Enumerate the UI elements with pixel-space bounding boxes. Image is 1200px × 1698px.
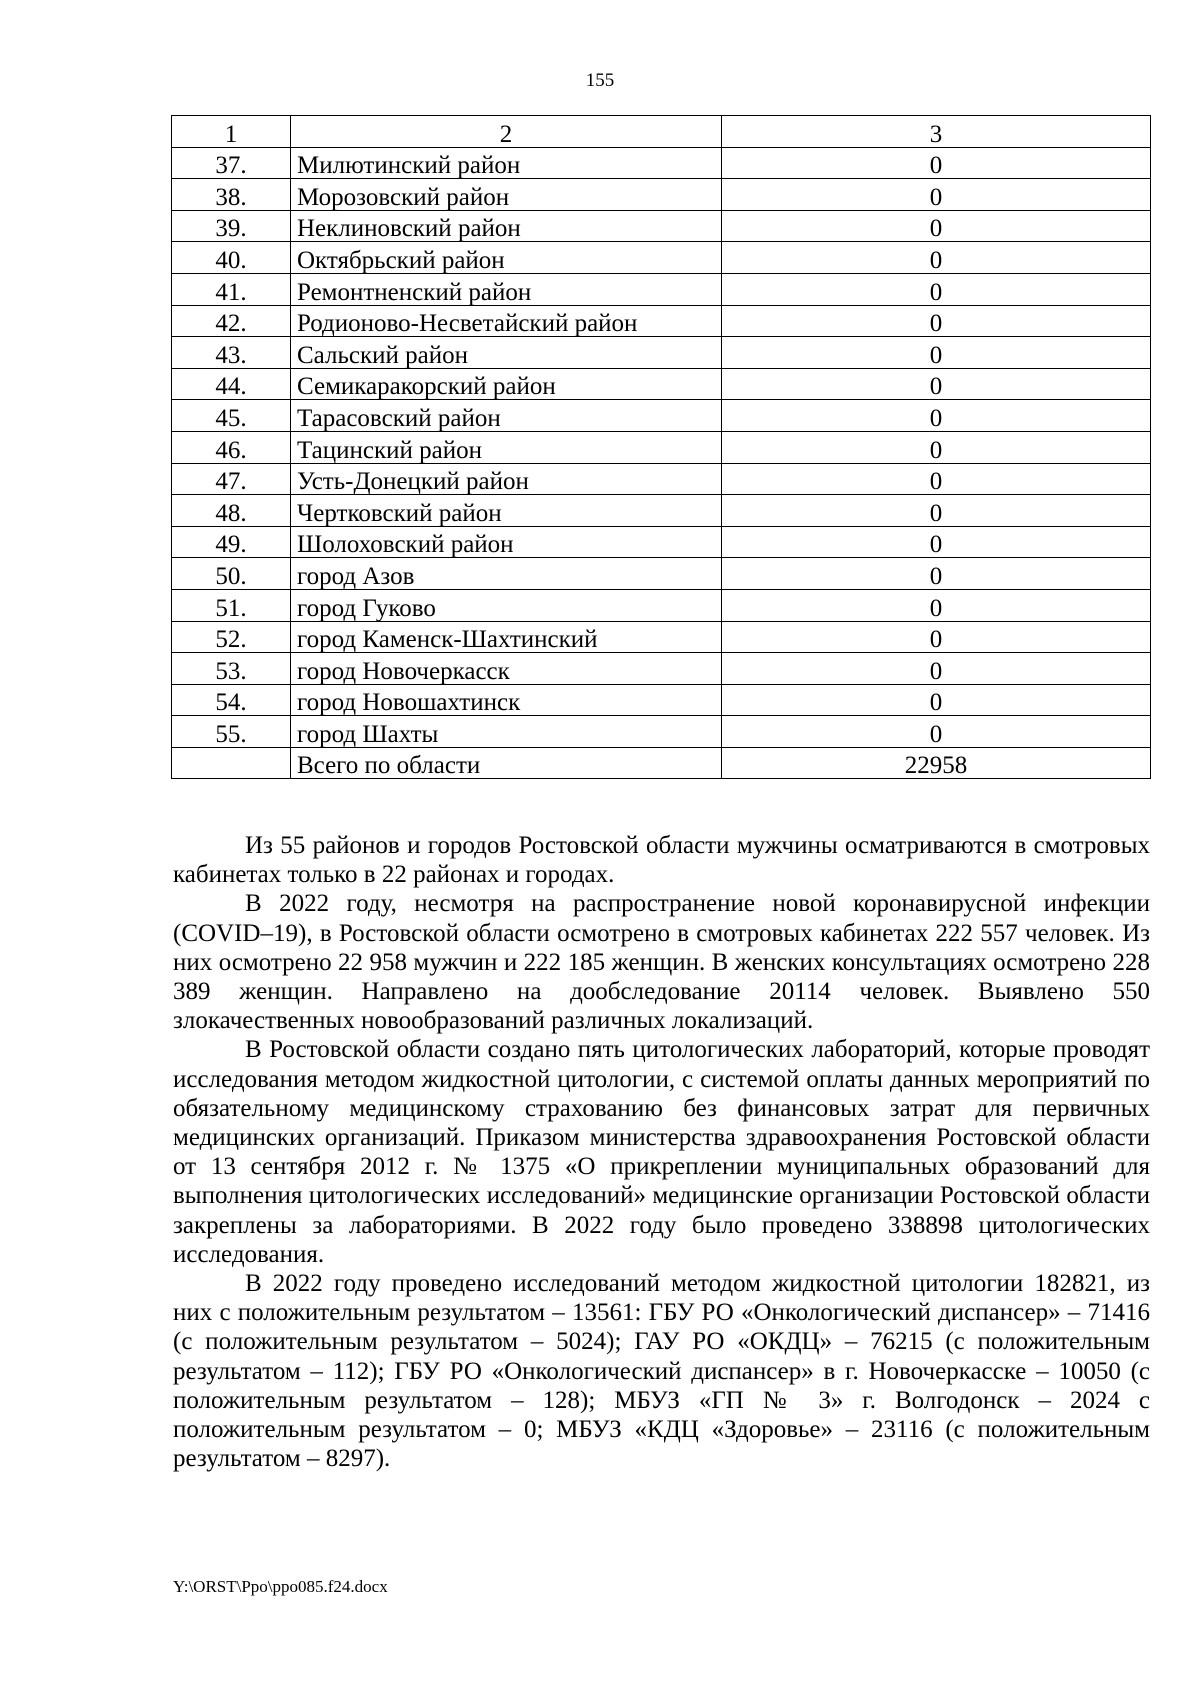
row-number-cell: 38. (172, 179, 291, 211)
row-value-cell: 0 (722, 337, 1151, 369)
row-number-cell: 55. (172, 716, 291, 748)
paragraph: В Ростовской области создано пять цитологических лабораторий, которые проводят исследования методом жидкостной цитологии, с системой оплаты данных мероприятий по обязательному медицинскому страхованию без финансовых затрат для первичных медицинских организаций. Приказом министерства здравоохранения Ростовской области от 13 сентября 2012 г. № 1375 «О прикреплении муниципальных образований для выполнения цитологических исследований» медицинские организации Ростовской области закреплены за лабораториями. В 2022 году было проведено 338898 цитологических исследования. (173, 1036, 1150, 1268)
table-total-row (172, 747, 1151, 779)
body-text (173, 831, 1150, 1473)
row-value-cell: 0 (722, 242, 1151, 274)
row-value-cell: 0 (722, 558, 1151, 590)
row-value-cell: 0 (722, 179, 1151, 211)
row-value-cell: 0 (722, 368, 1151, 400)
table-row (172, 684, 1151, 716)
table-row (172, 463, 1151, 495)
header-cell-3: 3 (722, 116, 1151, 148)
header-cell-1: 1 (172, 116, 291, 148)
table-row (172, 526, 1151, 558)
row-value-cell: 0 (722, 589, 1151, 621)
row-number-cell: 43. (172, 337, 291, 369)
row-name-cell: город Шахты (291, 716, 722, 748)
table-row (172, 210, 1151, 242)
row-name-cell: Родионово-Несветайский район (291, 305, 722, 337)
row-value-cell: 0 (722, 653, 1151, 685)
row-name-cell: город Гуково (291, 589, 722, 621)
table-row (172, 337, 1151, 369)
row-value-cell: 0 (722, 210, 1151, 242)
row-value-cell: 0 (722, 463, 1151, 495)
row-name-cell: Чертковский район (291, 495, 722, 527)
row-name-cell: Усть-Донецкий район (291, 463, 722, 495)
table-row (172, 621, 1151, 653)
row-value-cell: 0 (722, 147, 1151, 179)
table-row (172, 400, 1151, 432)
row-value-cell: 0 (722, 273, 1151, 305)
page-number: 155 (585, 70, 615, 91)
paragraph: В 2022 году, несмотря на распространение новой коронавирусной инфекции (COVID–19), в Ростовской области осмотрено в смотровых кабинетах 222 557 человек. Из них осмотрено 22 958 мужчин и 222 185 женщин. В женских консультациях осмотрено 228 389 женщин. Направлено на дообследование 20114 человек. Выявлено 550 злокачественных новообразований различных локализаций. (173, 890, 1150, 1035)
row-name-cell: Тарасовский район (291, 400, 722, 432)
row-number-cell: 52. (172, 621, 291, 653)
table-row (172, 273, 1151, 305)
table-row (172, 368, 1151, 400)
table-row (172, 589, 1151, 621)
row-number-cell: 40. (172, 242, 291, 274)
table-header-row (172, 116, 1151, 148)
row-value-cell: 22958 (722, 747, 1151, 779)
row-name-cell: Милютинский район (291, 147, 722, 179)
row-name-cell: Семикаракорский район (291, 368, 722, 400)
row-name-cell: город Новочеркасск (291, 653, 722, 685)
row-name-cell: город Азов (291, 558, 722, 590)
table-row (172, 147, 1151, 179)
row-name-cell: Шолоховский район (291, 526, 722, 558)
row-number-cell: 37. (172, 147, 291, 179)
row-number-cell (172, 747, 291, 779)
table-row (172, 716, 1151, 748)
row-name-cell: Всего по области (291, 747, 722, 779)
table-row (172, 495, 1151, 527)
row-number-cell: 54. (172, 684, 291, 716)
row-value-cell: 0 (722, 526, 1151, 558)
table-row (172, 242, 1151, 274)
table-row (172, 179, 1151, 211)
row-number-cell: 50. (172, 558, 291, 590)
table-row (172, 305, 1151, 337)
row-number-cell: 44. (172, 368, 291, 400)
row-number-cell: 42. (172, 305, 291, 337)
row-value-cell: 0 (722, 621, 1151, 653)
row-name-cell: Сальский район (291, 337, 722, 369)
paragraph: Из 55 районов и городов Ростовской области мужчины осматриваются в смотровых кабинетах только в 22 районах и городах. (173, 832, 1150, 889)
row-name-cell: Неклиновский район (291, 210, 722, 242)
row-number-cell: 48. (172, 495, 291, 527)
row-number-cell: 45. (172, 400, 291, 432)
row-name-cell: Тацинский район (291, 431, 722, 463)
row-value-cell: 0 (722, 400, 1151, 432)
row-name-cell: город Новошахтинск (291, 684, 722, 716)
row-number-cell: 53. (172, 653, 291, 685)
row-value-cell: 0 (722, 495, 1151, 527)
row-name-cell: город Каменск-Шахтинский (291, 621, 722, 653)
row-number-cell: 47. (172, 463, 291, 495)
row-name-cell: Морозовский район (291, 179, 722, 211)
row-value-cell: 0 (722, 716, 1151, 748)
table-row (172, 558, 1151, 590)
row-value-cell: 0 (722, 431, 1151, 463)
row-number-cell: 51. (172, 589, 291, 621)
row-number-cell: 46. (172, 431, 291, 463)
table-row (172, 653, 1151, 685)
row-name-cell: Ремонтненский район (291, 273, 722, 305)
row-number-cell: 49. (172, 526, 291, 558)
districts-table (171, 115, 1151, 779)
footer-file-path: Y:\ORST\Ppo\ppo085.f24.docx (173, 1577, 388, 1596)
table-row (172, 431, 1151, 463)
row-number-cell: 39. (172, 210, 291, 242)
row-number-cell: 41. (172, 273, 291, 305)
row-value-cell: 0 (722, 684, 1151, 716)
row-value-cell: 0 (722, 305, 1151, 337)
header-cell-2: 2 (291, 116, 722, 148)
row-name-cell: Октябрьский район (291, 242, 722, 274)
paragraph: В 2022 году проведено исследований методом жидкостной цитологии 182821, из них с положительным результатом – 13561: ГБУ РО «Онкологический диспансер» – 71416 (с положительным результатом – 5024); ГАУ РО «ОКДЦ» – 76215 (с положительным результатом – 112); ГБУ РО «Онкологический диспансер» в г. Новочеркасске – 10050 (с положительным результатом – 128); МБУЗ «ГП № 3» г. Волгодонск – 2024 с положительным результатом – 0; МБУЗ «КДЦ «Здоровье» – 23116 (с положительным результатом – 8297). (173, 1270, 1150, 1473)
